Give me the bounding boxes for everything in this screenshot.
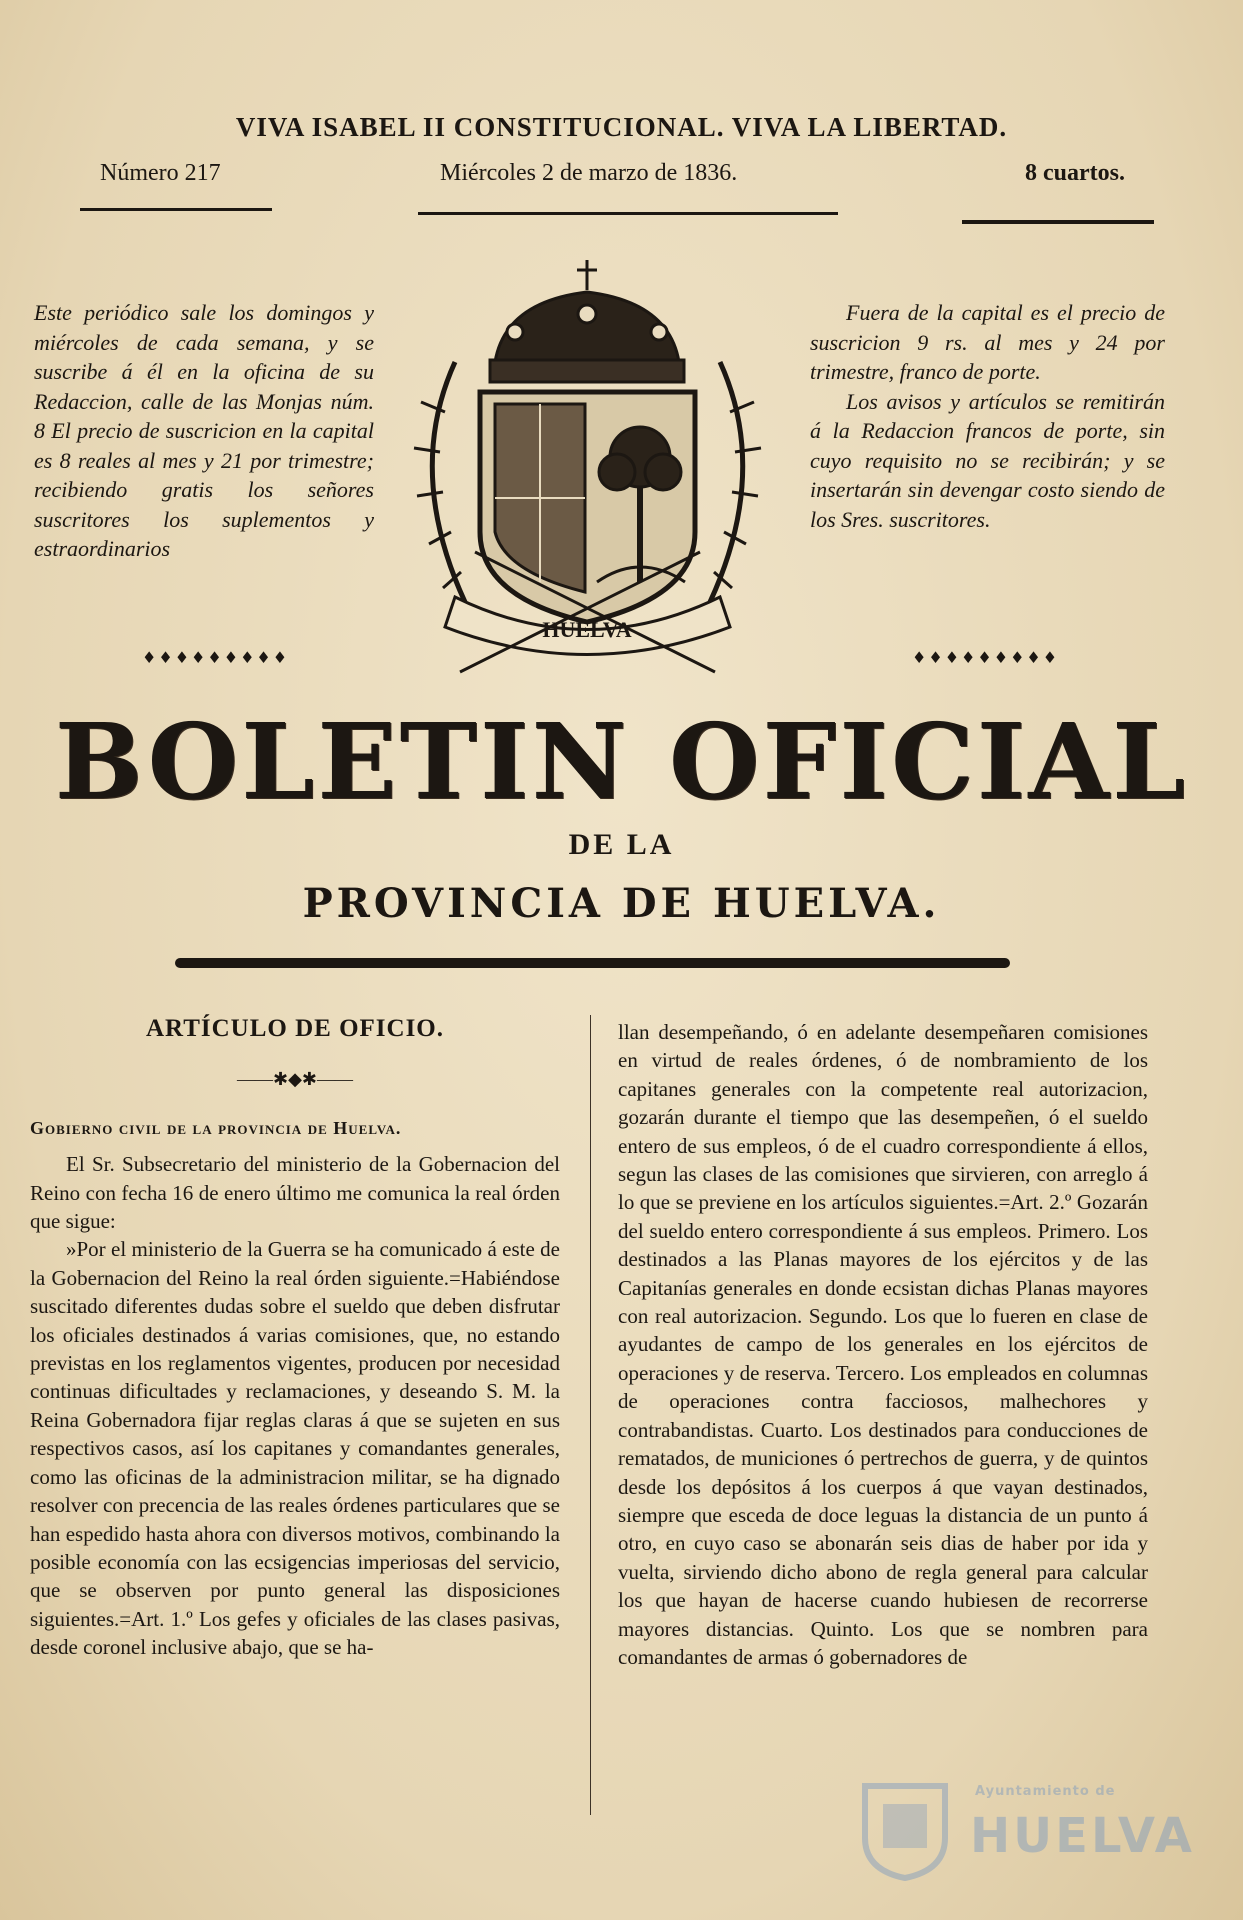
masthead-subtitle: DE LA [568,828,675,861]
issue-number: Número 217 [100,160,221,186]
issue-date: Miércoles 2 de marzo de 1836. [440,160,738,186]
article-heading: ARTÍCULO DE OFICIO. [145,1015,445,1042]
watermark-word: HUELVA [970,1808,1195,1864]
coat-of-arms-icon [385,252,790,682]
rule-left [80,208,272,211]
masthead-province: PROVINCIA DE HUELVA. [302,880,941,927]
crest-ribbon-text: HUELVA [542,617,632,642]
watermark [835,1770,1195,1890]
column-divider [590,1015,591,1815]
watermark-small-text: Ayuntamiento de [975,1784,1116,1799]
article-paragraph-2: »Por el ministerio de la Guerra se ha comunicado á este de la Gobernacion del Reino la real órden siguiente.=Habiéndose suscitado diferentes dudas sobre el sueldo que deben disfrutar los oficiales destinados á varias comisiones, que, no estando previstas en los reglamentos vigentes, producen por necesidad continuas dificultades y reclamaciones, y deseando S. M. la Reina Gobernadora fijar reglas claras á que se sujeten en sus respectivos casos, así los capitanes y comandantes generales, como las oficinas de la administracion militar, se ha dignado resolver con precencia de las reales órdenes particulares que se han espedido hasta ahora con diversos motivos, combinando la posible economía con las ecsigencias imperiosas del servicio, que se observen por punto general las disposiciones siguientes.=Art. 1.º Los gefes y oficiales de las clases pasivas, desde coronel inclusive abajo, que se ha- [30,1237,560,1660]
masthead-rule [175,958,1010,968]
subscription-notice-left [34,298,374,564]
rule-right [962,220,1154,224]
issue-price: 8 cuartos. [1025,160,1125,186]
subscription-notice-right [810,298,1165,534]
article-right-text: llan desempeñando, ó en adelante desempeñaren comisiones en virtud de reales órdenes, ó de nombramiento de los capitanes generales con la competente real autorizacion, gozarán durante el tiempo que las desempeñen, ó el sueldo entero de sus empleos, ó de el cuadro correspondiente á ellos, segun las clases de las comisiones que sirvieren, con arreglo á lo que se previene en los artículos siguientes.=Art. 2.º Gozarán del sueldo entero correspondiente á sus empleos. Primero. Los destinados a las Planas mayores de los ejércitos y de las Capitanías generales en donde ecsistan dichas Planas mayores con real autorizacion. Segundo. Los que lo fueren en clase de ayudantes de campo de los generales en los ejércitos de operaciones y de reserva. Tercero. Los empleados en columnas de operaciones contra facciosos, malhechores y contrabandistas. Cuarto. Los destinados para conducciones de rematados, de municiones ó pertrechos de guerra, y de quintos desde los depósitos á los cuerpos á que vayan destinados, siempre que esceda de doce leguas la distancia de un punto á otro, en cuyo caso se abonarán seis dias de haber por ida y vuelta, sirviendo dicho abono de regla general para calcular los que hayan de hacerse cuando hubiesen de recorrerse mayores distancias. Quinto. Los que se nombren para comandantes de armas ó gobernadores de [618,1020,1148,1669]
article-paragraph-1: El Sr. Subsecretario del ministerio de la Gobernacion del Reino con fecha 16 de enero último me comunica la real órden que sigue: [30,1152,560,1234]
masthead-title: BOLETIN OFICIAL [54,700,1189,823]
ornament-right: ♦♦♦♦♦♦♦♦♦ [912,648,1060,667]
watermark-shield-icon [857,1778,953,1882]
article-divider: ——✱◆✱—— [236,1069,353,1090]
right-notice-p2: Los avisos y artículos se remitirán á la Redaccion francos de porte, sin cuyo requisito no se recibirán; y se insertarán sin devengar costo siendo de los Sres. suscritores. [810,388,1165,532]
rule-center [418,212,838,215]
section-heading: Gobierno civil de la provincia de Huelva. [30,1117,402,1138]
motto: VIVA ISABEL II CONSTITUCIONAL. VIVA LA LIBERTAD. [235,112,1008,142]
article-left-column [30,1015,560,1662]
right-notice-p1: Fuera de la capital es el precio de suscricion 9 rs. al mes y 24 por trimestre, franco de porte. [810,300,1165,384]
left-notice-text: Este periódico sale los domingos y miércoles de cada semana, y se suscribe á él en la oficina de su Redaccion, calle de las Monjas núm. 8 El precio de suscricion en la capital es 8 reales al mes y 21 por trimestre; recibiendo gratis los señores suscritores los suplementos y estraordinarios [34,300,374,561]
article-right-column [618,1018,1148,1671]
ornament-left: ♦♦♦♦♦♦♦♦♦ [142,648,290,667]
